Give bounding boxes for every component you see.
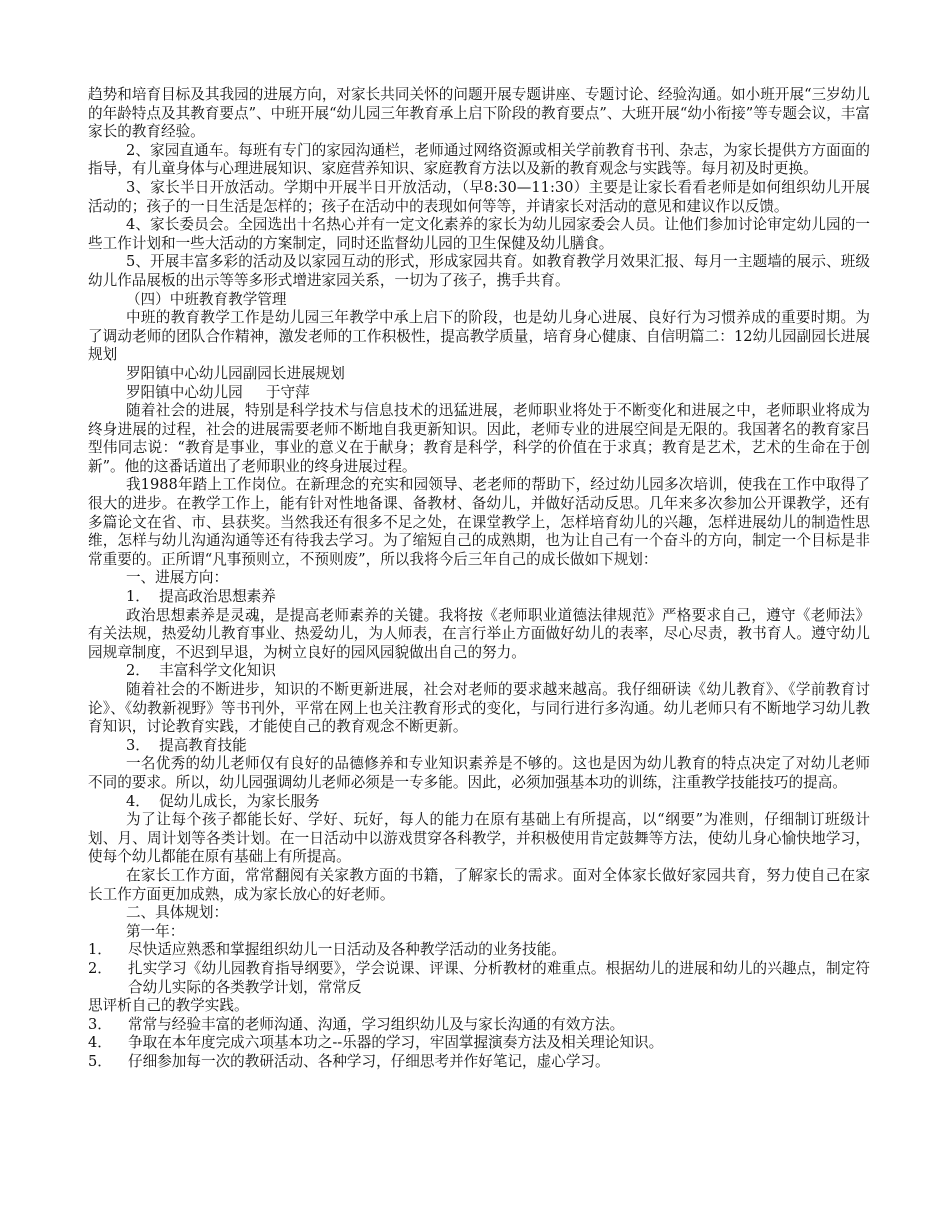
list-item-text: 思评析自己的教学实践。 [88,997,249,1015]
document-author: 罗阳镇中心幼儿园 于守萍 [125,383,310,401]
list-item-text: 争取在本年度完成六项基本功之--乐器的学习，牢固掌握演奏方法及相关理论知识。 [128,1034,664,1052]
heading-direction: 一、进展方向： [125,569,229,587]
paragraph-skills: 一名优秀的幼儿老师仅有良好的品德修养和专业知识素养是不够的。这也是因为幼儿教育的特点决定了对幼儿老师不同的要求。所以，幼儿园强调幼儿老师必须是一专多能。因此，必须加强基本功的训练，注重教学技能技巧的提高。 [88,755,870,791]
list-item-text: 常常与经验丰富的老师沟通、沟通，学习组织幼儿及与家长沟通的有效方法。 [128,1015,625,1033]
list-item [88,1034,870,1053]
list-item-text: 扎实学习《幼儿园教育指导纲要》，学会说课、评课、分析教材的难重点。根据幼儿的进展和幼儿的兴趣点，制定符合幼儿实际的各类教学计划，常常反 [128,959,870,996]
paragraph-knowledge: 随着社会的不断进步，知识的不断更新进展，社会对老师的要求越来越高。我仔细研读《幼儿教育》、《学前教育讨论》、《幼教新视野》等书刊外，平常在网上也关注教育形式的变化，与同行进行多沟通。幼儿老师只有不断地学习幼儿教育知识，讨论教育实践，才能使自己的教育观念不断更新。 [88,681,870,736]
list-item [88,1053,870,1072]
paragraph-politics: 政治思想素养是灵魂，是提高老师素养的关键。我将按《老师职业道德法律规范》严格要求自己，遵守《老师法》有关法规，热爱幼儿教育事业、热爱幼儿，为人师表，在言行举止方面做好幼儿的表率，尽心尽责，教书育人。遵守幼儿园规章制度，不迟到早退，为树立良好的园风园貌做出自己的努力。 [88,606,870,661]
subheading-knowledge: 2． 丰富科学文化知识 [125,662,276,680]
paragraph-parent-work: 在家长工作方面，常常翻阅有关家教方面的书籍，了解家长的需求。面对全体家长做好家园共育，努力使自己在家长工作方面更加成熟，成为家长放心的好老师。 [88,866,870,903]
list-item-text: 尽快适应熟悉和掌握组织幼儿一日活动及各种教学活动的业务技能。 [128,941,566,959]
paragraph-activities: 5、开展丰富多彩的活动及以家园互动的形式，形成家园共育。如教育教学月效果汇报、每月一主题墙的展示、班级幼儿作品展板的出示等等多形式增进家园关系，一切为了孩子，携手共育。 [88,253,870,289]
subheading-politics: 1． 提高政治思想素养 [125,588,276,606]
list-item [88,1016,870,1035]
list-item [88,960,870,997]
list-item-continuation [88,997,870,1016]
list-item-number: 1． [88,941,112,959]
list-item-text: 仔细参加每一次的教研活动、各种学习，仔细思考并作好笔记，虚心学习。 [128,1052,610,1070]
list-item-number: 4． [88,1034,112,1052]
paragraph-middle-class: 中班的教育教学工作是幼儿园三年教学中承上启下的阶段，也是幼儿身心进展、良好行为习惯养成的重要时期。为了调动老师的团队合作精神，激发老师的工作积极性，提高教学质量，培育身心健康、自信明篇二：12幼儿园副园长进展规划 [88,309,870,364]
paragraph-background: 我1988年踏上工作岗位。在新理念的充实和园领导、老老师的帮助下，经过幼儿园多次培训，使我在工作中取得了很大的进步。在教学工作上，能有针对性地备课、备教材、备幼儿，并做好活动反思。几年来多次参加公开课教学，还有多篇论文在省、市、县获奖。当然我还有很多不足之处，在课堂教学上，怎样培育幼儿的兴趣，怎样进展幼儿的制造性思维，怎样与幼儿沟通沟通等还有待我去学习。为了缩短自己的成熟期，也为让自己有一个奋斗的方向，制定一个目标是非常重要的。正所谓“凡事预则立，不预则废”，所以我将今后三年自己的成长做如下规划： [88,476,870,568]
document-title: 罗阳镇中心幼儿园副园长进展规划 [125,364,345,382]
paragraph-home-school-board: 2、家园直通车。每班有专门的家园沟通栏，老师通过网络资源或相关学前教育书刊、杂志，为家长提供方方面面的指导，有儿童身体与心理进展知识、家庭营养知识、家庭教育方法以及新的教育观念与实践等。每月初及时更换。 [88,141,870,178]
list-item-number: 5． [88,1052,112,1070]
subheading-skills: 3． 提高教育技能 [125,736,247,754]
paragraph-parent-communication: 趋势和培育目标及其我园的进展方向，对家长共同关怀的问题开展专题讲座、专题讨论、经验沟通。如小班开展“三岁幼儿的年龄特点及其教育要点”、中班开展“幼儿园三年教育承上启下阶段的教育要点”、大班开展“幼小衔接”等专题会议，丰富家长的教育经验。 [88,86,870,141]
list-item-number: 3． [88,1015,112,1033]
heading-plan: 二、具体规划： [125,904,229,922]
paragraph-parent-committee: 4、家长委员会。全园选出十名热心并有一定文化素养的家长为幼儿园家委会人员。让他们参加讨论审定幼儿园的一些工作计划和一些大活动的方案制定，同时还监督幼儿园的卫生保健及幼儿膳食。 [88,216,870,252]
paragraph-open-day: 3、家长半日开放活动。学期中开展半日开放活动，（早8:30—11:30）主要是让家长看看老师是如何组织幼儿开展活动的；孩子的一日生活是怎样的；孩子在活动中的表现如何等等，并请家长对活动的意见和建议作以反馈。 [88,178,870,215]
subheading-growth: 4． 促幼儿成长，为家长服务 [125,792,320,810]
heading-first-year: 第一年： [125,922,185,940]
paragraph-intro: 随着社会的进展，特别是科学技术与信息技术的迅猛进展，老师职业将处于不断变化和进展之中，老师职业将成为终身进展的过程，社会的进展需要老师不断地自我更新知识。因此，老师专业的进展空间是无限的。我国著名的教育家吕型伟同志说：“教育是事业，事业的意义在于献身；教育是科学，科学的价值在于求真；教育是艺术，艺术的生命在于创新”。他的这番话道出了老师职业的终身进展过程。 [88,402,870,475]
list-item-number: 2． [88,959,112,977]
section-heading-middle-class: （四）中班教育教学管理 [125,290,287,308]
paragraph-growth: 为了让每个孩子都能长好、学好、玩好，每人的能力在原有基础上有所提高，以“纲要”为准则，仔细制订班级计划、月、周计划等各类计划。在一日活动中以游戏贯穿各科教学，并积极使用肯定鼓舞等方法，使幼儿身心愉快地学习，使每个幼儿都能在原有基础上有所提高。 [88,811,870,866]
list-item [88,941,870,960]
